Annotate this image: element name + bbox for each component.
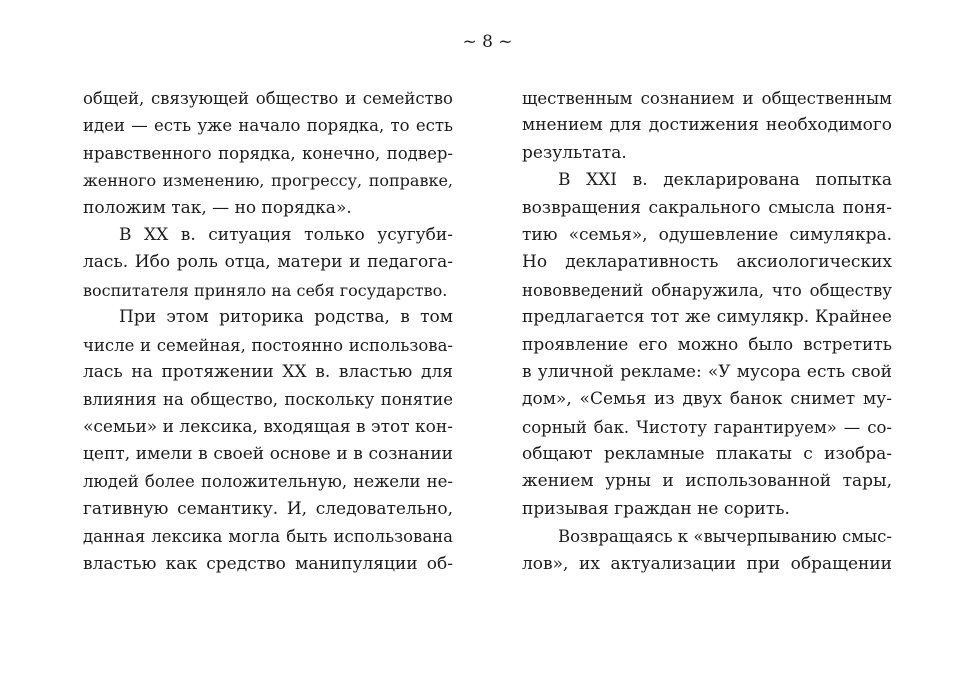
text-line: нравственного порядка, конечно, подвер- (83, 143, 453, 163)
text-line: лась на протяжении ХХ в. властью для (83, 361, 453, 382)
text-line: При этом риторика родства, в том (119, 307, 453, 328)
text-line: проявление его можно было встретить (522, 334, 892, 355)
text-line: Но декларативность аксиологических (522, 252, 892, 273)
text-line: лов», их актуализации при обращении (522, 553, 892, 574)
text-line: общают рекламные плакаты с изобра- (522, 444, 892, 465)
text-line: Возвращаясь к «вычерпыванию смыс- (558, 527, 892, 547)
text-line: воспитателя приняло на себя государство. (83, 280, 448, 300)
text-line: мнением для достижения необходимого (522, 115, 892, 136)
text-line: положим так, — но порядка». (83, 197, 352, 218)
text-line: возвращения сакрального смысла поня- (522, 197, 892, 218)
text-line: женного изменению, прогрессу, поправке, (83, 171, 453, 191)
text-line: дом», «Семья из двух банок снимет му- (522, 389, 892, 410)
text-line: сорный бак. Чистоту гарантируем» — со- (522, 417, 892, 437)
text-line: влияния на общество, поскольку понятие (83, 390, 453, 410)
page-number: ~ 8 ~ (462, 32, 513, 52)
text-line: данная лексика могла быть использована (83, 527, 453, 547)
text-line: жением урны и использованной тары, (522, 471, 892, 492)
text-line: гативную семантику. И, следовательно, (83, 498, 453, 519)
text-line: В XXI в. декларирована попытка (558, 170, 892, 191)
text-line: призывая граждан не сорить. (522, 498, 790, 519)
text-line: властью как средство манипуляции об- (83, 553, 453, 574)
text-line: лась. Ибо роль отца, матери и педагога- (83, 252, 453, 273)
text-line: числе и семейная, постоянно использова- (83, 335, 453, 355)
text-line: общей, связующей общество и семейство (83, 89, 453, 108)
text-line: в уличной рекламе: «У мусора есть свой (522, 361, 892, 382)
text-line: нововведений обнаружила, что обществу (522, 280, 892, 300)
text-line: результата. (522, 142, 627, 163)
text-line: щественным сознанием и общественным (522, 89, 892, 108)
text-line: предлагается тот же симулякр. Крайнее (522, 307, 892, 328)
text-line: идеи — есть уже начало порядка, то есть (83, 116, 453, 136)
right-text-column (522, 85, 892, 578)
text-line: цепт, имели в своей основе и в сознании (83, 444, 453, 465)
left-text-column (83, 85, 453, 578)
text-line: людей более положительную, нежели не- (83, 472, 453, 492)
text-line: «семьи» и лексика, входящая в этот кон- (83, 416, 453, 437)
text-line: тию «семья», одушевление симулякра. (522, 224, 892, 245)
text-line: В ХХ в. ситуация только усугуби- (119, 224, 453, 245)
